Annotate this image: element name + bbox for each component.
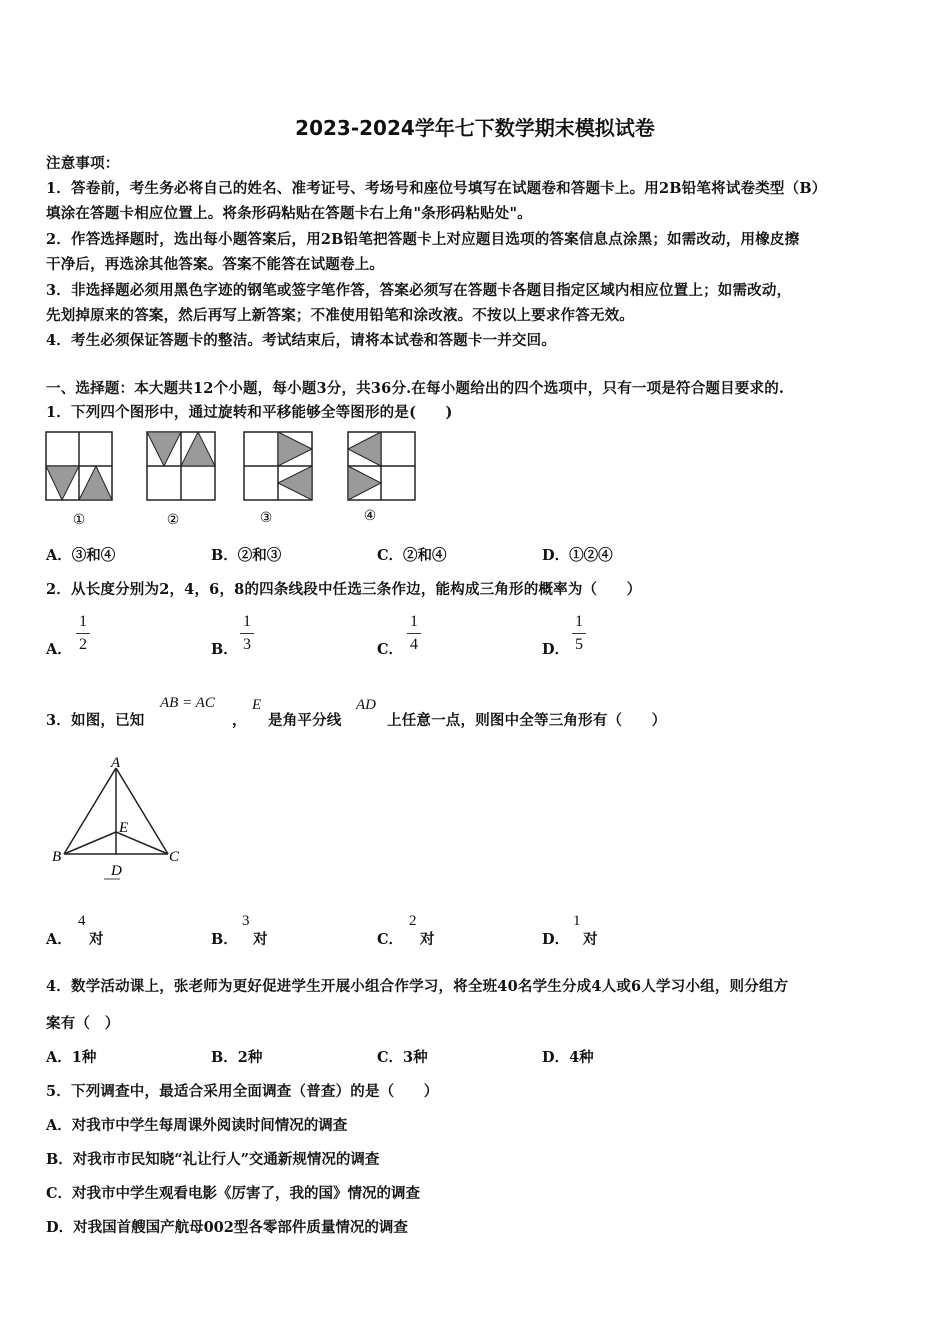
q3-option-b-num: 3 <box>242 913 250 929</box>
q3-option-c-num: 2 <box>409 913 417 929</box>
q2-option-d-fraction <box>572 612 586 655</box>
q3-triangle-figure <box>50 750 190 885</box>
q3-option-d-num: 1 <box>573 913 581 929</box>
q2-option-b-fraction <box>240 612 254 655</box>
q5-option-c[interactable]: C．对我市中学生观看电影《厉害了，我的国》情况的调查 <box>46 1185 421 1202</box>
q3-option-c-letter[interactable]: C． <box>377 931 404 948</box>
q1-figure-label-3: ③ <box>259 511 273 526</box>
q1-figure-1 <box>46 432 112 500</box>
q1-figure-label-2: ② <box>166 513 180 528</box>
notice-line-7: 4．考生必须保证答题卡的整洁。考试结束后，请将本试卷和答题卡一并交回。 <box>46 332 557 349</box>
q3-option-d-unit: 对 <box>583 931 598 948</box>
q3-label-e: E <box>119 820 129 836</box>
notice-line-3: 2．作答选择题时，选出每小题答案后，用2B铅笔把答题卡上对应题目选项的答案信息点涂黑；如需改动，用橡皮擦 <box>46 231 800 248</box>
q2-option-a-letter[interactable]: A． <box>46 641 72 658</box>
q2-option-d-letter[interactable]: D． <box>542 641 570 658</box>
page-title: 2023-2024学年七下数学期末模拟试卷 <box>295 116 655 140</box>
q2-option-b-num: 1 <box>243 613 251 630</box>
q3-option-b-letter[interactable]: B． <box>211 931 238 948</box>
q3-condition: AB = AC <box>160 695 215 711</box>
q3-option-a-letter[interactable]: A． <box>46 931 72 948</box>
q4-option-b[interactable]: B．2种 <box>211 1049 263 1066</box>
q1-figure-2 <box>147 432 215 500</box>
q1-figure-label-1: ① <box>72 513 86 528</box>
q1-stem: 1．下列四个图形中，通过旋转和平移能够全等图形的是( ) <box>46 404 453 421</box>
notice-line-4: 干净后，再选涂其他答案。答案不能答在试题卷上。 <box>46 256 385 273</box>
q3-comma: ， <box>232 712 247 729</box>
q3-label-d: D <box>111 863 122 879</box>
q3-option-a-unit: 对 <box>89 931 104 948</box>
q1-option-c[interactable]: C．②和④ <box>377 547 447 564</box>
q3-segment-ad: AD <box>356 697 376 713</box>
q5-option-b[interactable]: B．对我市市民知晓“礼让行人”交通新规情况的调查 <box>46 1151 380 1168</box>
q3-option-c-unit: 对 <box>420 931 435 948</box>
section-heading: 一、选择题：本大题共12个小题，每小题3分，共36分.在每小题给出的四个选项中，只有一项是符合题目要求的. <box>46 380 785 397</box>
q2-option-a-fraction <box>76 612 90 655</box>
q3-label-b: B <box>52 849 62 865</box>
q3-option-a-num: 4 <box>78 913 86 929</box>
q2-option-c-num: 1 <box>410 613 418 630</box>
q4-option-c[interactable]: C．3种 <box>377 1049 428 1066</box>
q2-option-b-den: 3 <box>243 636 251 653</box>
q5-option-a[interactable]: A．对我市中学生每周课外阅读时间情况的调查 <box>46 1117 348 1134</box>
q2-option-a-num: 1 <box>79 613 87 630</box>
q3-label-a: A <box>111 755 121 771</box>
q5-stem: 5．下列调查中，最适合采用全面调查（普查）的是（ ） <box>46 1083 439 1100</box>
q1-option-d[interactable]: D．①②④ <box>542 547 613 564</box>
q4-stem-line-2: 案有（ ） <box>46 1015 120 1032</box>
q2-option-a-den: 2 <box>79 636 87 653</box>
q4-option-a[interactable]: A．1种 <box>46 1049 97 1066</box>
q3-prefix: 3．如图，已知 <box>46 712 145 729</box>
q2-option-c-fraction <box>407 612 421 655</box>
q1-option-a[interactable]: A．③和④ <box>46 547 116 564</box>
q1-figures <box>40 428 430 530</box>
q2-stem: 2．从长度分别为2，4，6，8的四条线段中任选三条作边，能构成三角形的概率为（ ） <box>46 581 642 598</box>
q1-figure-3 <box>244 432 312 500</box>
q2-option-d-num: 1 <box>575 613 583 630</box>
notice-line-5: 3．非选择题必须用黑色字迹的钢笔或签字笔作答，答案必须写在答题卡各题目指定区域内相应位置上；如需改动， <box>46 282 792 299</box>
q3-suffix: 上任意一点，则图中全等三角形有（ ） <box>387 712 667 729</box>
notice-line-2: 填涂在答题卡相应位置上。将条形码粘贴在答题卡右上角"条形码粘贴处"。 <box>46 205 532 222</box>
q2-option-c-den: 4 <box>410 636 418 653</box>
q4-stem-line-1: 4．数学活动课上，张老师为更好促进学生开展小组合作学习，将全班40名学生分成4人或6人学习小组，则分组方 <box>46 978 789 995</box>
notice-line-1: 1．答卷前，考生务必将自己的姓名、准考证号、考场号和座位号填写在试题卷和答题卡上。用2B铅笔将试卷类型（B） <box>46 180 827 197</box>
q2-option-c-letter[interactable]: C． <box>377 641 404 658</box>
notice-heading: 注意事项： <box>46 155 120 172</box>
q1-figure-4 <box>348 432 415 500</box>
q3-option-b-unit: 对 <box>253 931 268 948</box>
q1-option-b[interactable]: B．②和③ <box>211 547 282 564</box>
q4-option-d[interactable]: D．4种 <box>542 1049 594 1066</box>
q2-option-d-den: 5 <box>575 636 583 653</box>
q3-middle-text: 是角平分线 <box>268 712 342 729</box>
q1-figure-label-4: ④ <box>363 509 377 524</box>
q3-option-d-letter[interactable]: D． <box>542 931 570 948</box>
notice-line-6: 先划掉原来的答案，然后再写上新答案；不准使用铅笔和涂改液。不按以上要求作答无效。 <box>46 307 634 324</box>
q3-label-c: C <box>169 849 180 865</box>
q5-option-d[interactable]: D．对我国首艘国产航母002型各零部件质量情况的调查 <box>46 1219 408 1236</box>
q2-option-b-letter[interactable]: B． <box>211 641 238 658</box>
q3-point-e: E <box>252 697 262 713</box>
